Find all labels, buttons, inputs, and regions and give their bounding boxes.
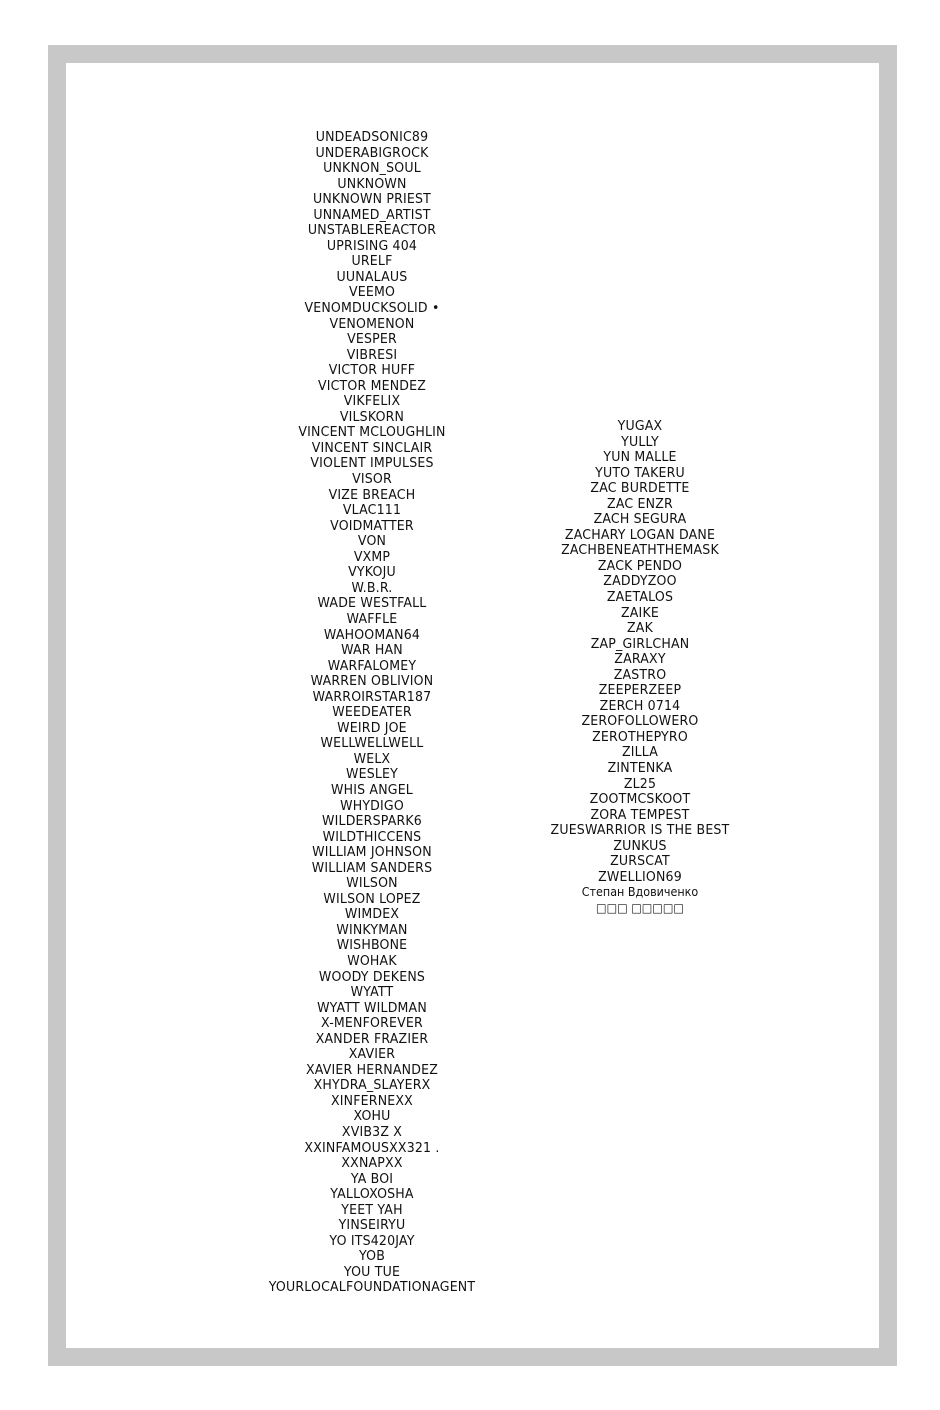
credit-name: X-MENFOREVER [321,1015,423,1032]
credit-name: ZAK [627,620,653,637]
credit-name: WELX [353,750,391,767]
credit-name: YUN MALLE [603,449,677,466]
credit-name: WILDTHICCENS [322,828,422,845]
credit-name: WAHOOMAN64 [323,626,421,643]
credit-name: WARREN OBLIVION [310,673,434,690]
credit-name: WILSON [346,875,398,892]
credit-name: VICTOR HUFF [328,362,416,379]
credit-name: WADE WESTFALL [317,595,427,612]
credit-name: VESPER [347,331,397,348]
credit-name: UPRISING 404 [326,237,418,254]
credit-name: URELF [351,253,393,270]
credit-name: ZAIKE [620,604,659,621]
credit-name: WILDERSPARK6 [322,813,422,830]
credit-name: Степан Вдовиченко [581,885,699,900]
credit-name: XVIB3Z X [341,1124,403,1140]
credit-name: ZACK PENDO [597,557,683,574]
credit-name: UNSTABLEREACTOR [307,222,437,239]
credit-name: ZUESWARRIOR IS THE BEST [550,822,730,839]
credits-column-right [490,419,790,917]
credit-name: VYKOJU [348,564,396,581]
credit-name: W.B.R. [351,579,393,596]
credit-name: ZAP_GIRLCHAN [590,635,690,652]
credit-name: ZINTENKA [607,760,673,777]
credit-name: WHIS ANGEL [330,781,414,798]
credit-name: ZURSCAT [610,853,670,870]
credit-name: XXINFAMOUSXX321 . [304,1139,440,1156]
credit-name: □□□ □□□□□ [596,900,684,915]
credit-name: YEET YAH [341,1201,403,1218]
credit-name: VICTOR MENDEZ [317,377,427,394]
credit-name: VIOLENT IMPULSES [310,455,434,472]
credit-name: YOB [358,1248,386,1265]
credit-name: VIZE BREACH [328,486,416,503]
credit-name: ZARAXY [614,651,666,668]
credits-column-left [222,130,522,1296]
credit-name: ZILLA [621,744,659,761]
credit-name: WEIRD JOE [337,719,407,736]
credit-name: WOHAK [347,952,397,969]
credit-name: WYATT WILDMAN [317,999,427,1016]
credit-name: YOURLOCALFOUNDATIONAGENT [268,1279,476,1296]
credit-name: ZACHBENEATHTHEMASK [561,542,719,559]
credit-name: WISHBONE [336,937,408,954]
credit-name: YOU TUE [343,1263,401,1280]
credit-name: WARFALOMEY [327,657,417,674]
credit-name: UUNALAUS [336,268,408,285]
credit-name: ZADDYZOO [603,573,677,590]
credit-name: ZEROFOLLOWERO [581,713,699,730]
credit-name: ZWELLION69 [598,868,682,885]
credit-name: WOODY DEKENS [318,968,426,985]
credit-name: WYATT [350,984,394,1001]
credit-name: VISOR [352,471,392,488]
credit-name: WILSON LOPEZ [323,890,421,907]
credit-name: VINCENT SINCLAIR [311,439,433,456]
credit-name: XAVIER [348,1046,396,1063]
credit-name: VIKFELIX [343,393,401,410]
credit-name: ZUNKUS [613,837,667,854]
credit-name: VINCENT MCLOUGHLIN [298,424,446,441]
credit-name: VENOMDUCKSOLID • [304,300,440,317]
credit-name: WHYDIGO [340,797,404,814]
credit-name: UNDEADSONIC89 [315,129,429,145]
credit-name: ZOOTMCSKOOT [589,791,691,808]
credit-name: ZAC BURDETTE [590,480,690,497]
credit-name: ZEEPERZEEP [598,682,682,699]
credit-name: ZORA TEMPEST [590,806,690,823]
credit-name: WILLIAM JOHNSON [312,844,432,861]
credit-name: ZL25 [623,775,657,792]
credit-name: ZASTRO [613,666,667,683]
credit-name: WESLEY [345,766,399,783]
credit-name: YUTO TAKERU [595,464,685,481]
credit-name: UNDERABIGROCK [315,144,429,161]
credit-name: VXMP [353,548,391,565]
credit-name: WAFFLE [346,610,398,627]
credit-name: WAR HAN [341,642,403,659]
credit-name: ZACHARY LOGAN DANE [564,526,716,543]
credits-page [66,63,879,1348]
credit-name: VLAC111 [342,502,402,519]
credit-name: ZAETALOS [606,589,674,606]
credit-name: WARROIRSTAR187 [312,688,432,705]
credit-name: YA BOI [350,1170,394,1187]
credit-name: WINKYMAN [336,921,408,938]
credit-name: YO ITS420JAY [329,1232,415,1249]
credit-name: VEEMO [348,284,396,301]
credit-name: UNKNON_SOUL [323,160,421,177]
credit-name: XAVIER HERNANDEZ [306,1061,438,1078]
credit-name: XOHU [353,1108,391,1125]
credit-name: UNKNOWN PRIEST [312,191,432,208]
credit-name: VON [357,533,387,550]
credit-name: WELLWELLWELL [320,735,424,752]
credit-name: YALLOXOSHA [330,1186,414,1203]
credit-name: XINFERNEXX [331,1092,413,1109]
credit-name: WILLIAM SANDERS [311,859,433,876]
credit-name: UNKNOWN [337,175,407,192]
credit-name: ZACH SEGURA [593,511,687,528]
credit-name: WIMDEX [344,906,400,923]
credit-name: YINSEIRYU [338,1217,406,1234]
credit-name: YUGAX [617,418,663,434]
credit-name: ZEROTHEPYRO [592,728,688,745]
credit-name: UNNAMED_ARTIST [313,206,431,223]
credit-name: XANDER FRAZIER [315,1030,429,1047]
credit-name: ZAC ENZR [607,495,673,512]
credit-name: VENOMENON [329,315,415,332]
credit-name: XHYDRA_SLAYERX [313,1077,431,1094]
credit-name: ZERCH 0714 [599,697,681,714]
credit-name: VILSKORN [339,408,405,425]
credit-name: VIBRESI [346,346,398,363]
credit-name: YULLY [621,433,659,450]
credit-name: VOIDMATTER [330,517,414,534]
credit-name: XXNAPXX [341,1155,403,1172]
credit-name: WEEDEATER [332,704,412,721]
